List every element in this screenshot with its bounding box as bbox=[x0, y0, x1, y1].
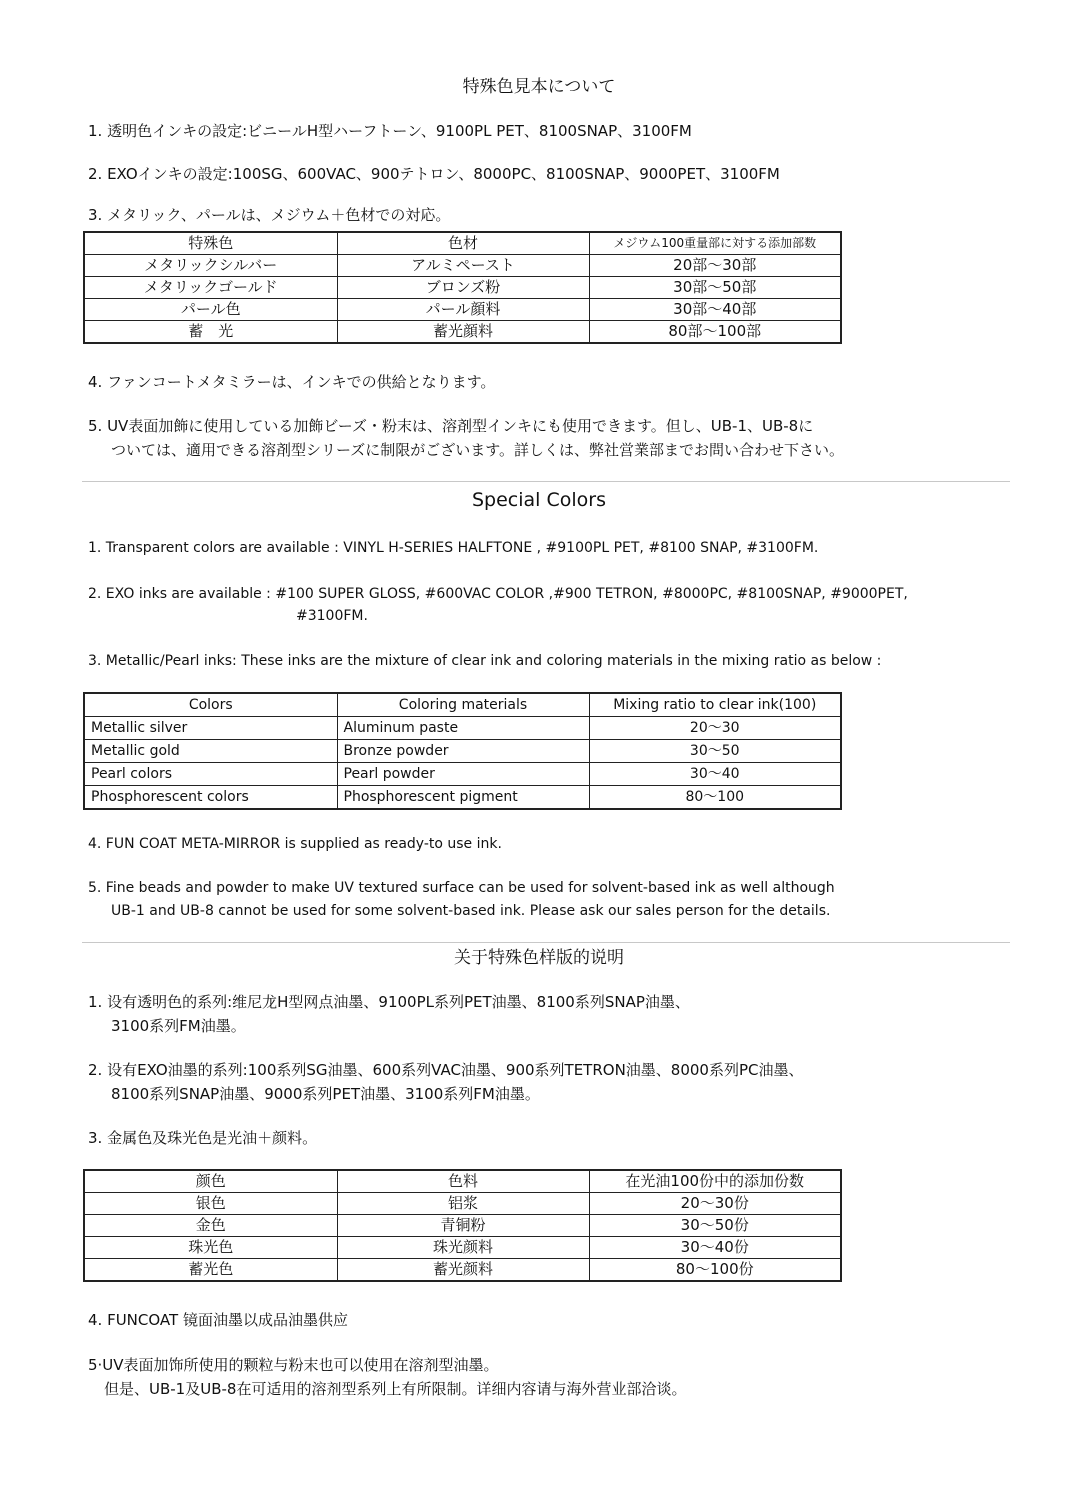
table-cell: 80～100份 bbox=[589, 1259, 841, 1282]
jp-item-4: 4. ファンコートメタミラーは、インキでの供給となります。 bbox=[88, 373, 496, 391]
cn-item-1-line-1: 1. 设有透明色的系列:维尼龙H型网点油墨、9100PL系列PET油墨、8100系列SNAP油墨、 bbox=[88, 993, 690, 1011]
en-item-1: 1. Transparent colors are available : VINYL H-SERIES HALFTONE , #9100PL PET, #8100 SNAP, #3100FM. bbox=[88, 540, 819, 556]
table-cell: 30部～40部 bbox=[589, 299, 841, 321]
table-cell: Phosphorescent pigment bbox=[337, 786, 589, 810]
table-cell: Pearl powder bbox=[337, 763, 589, 786]
table-header-row bbox=[84, 232, 841, 255]
en-mixing-table bbox=[83, 692, 842, 810]
table-cell: メタリックゴールド bbox=[84, 277, 337, 299]
jp-title: 特殊色見本について bbox=[462, 77, 616, 97]
jp-item-1: 1. 透明色インキの設定:ビニールH型ハーフトーン、9100PL PET、8100SNAP、3100FM bbox=[88, 122, 692, 140]
table-row bbox=[84, 1237, 841, 1259]
table-row bbox=[84, 740, 841, 763]
table-cell: パール色 bbox=[84, 299, 337, 321]
table-cell: 30部～50部 bbox=[589, 277, 841, 299]
table-cell: Phosphorescent colors bbox=[84, 786, 337, 810]
cn-item-5-line-2: 但是、UB-1及UB-8在可适用的溶剂型系列上有所限制。详细内容请与海外营业部洽谈。 bbox=[104, 1380, 687, 1398]
table-cell: 银色 bbox=[84, 1193, 337, 1215]
jp-item-5-line-2: ついては、適用できる溶剤型シリーズに制限がございます。詳しくは、弊社営業部までお問い合わせ下さい。 bbox=[111, 441, 845, 459]
table-cell: 珠光颜料 bbox=[337, 1237, 589, 1259]
table-cell: 30～50份 bbox=[589, 1215, 841, 1237]
table-header-cell: 色材 bbox=[337, 232, 589, 255]
table-cell: 20～30份 bbox=[589, 1193, 841, 1215]
cn-item-4: 4. FUNCOAT 镜面油墨以成品油墨供应 bbox=[88, 1311, 348, 1329]
table-row bbox=[84, 277, 841, 299]
table-cell: Bronze powder bbox=[337, 740, 589, 763]
en-item-2-line-1: 2. EXO inks are available : #100 SUPER GLOSS, #600VAC COLOR ,#900 TETRON, #8000PC, #8100SNAP, #9000PET, bbox=[88, 586, 908, 602]
section-divider bbox=[82, 481, 1010, 482]
table-cell: 20～30 bbox=[589, 717, 841, 740]
table-cell: 80～100 bbox=[589, 786, 841, 810]
table-header-row bbox=[84, 1170, 841, 1193]
cn-item-3: 3. 金属色及珠光色是光油＋颜料。 bbox=[88, 1129, 318, 1147]
table-cell: Metallic gold bbox=[84, 740, 337, 763]
cn-item-1-line-2: 3100系列FM油墨。 bbox=[111, 1017, 246, 1035]
table-header-row bbox=[84, 693, 841, 717]
table-cell: 30～50 bbox=[589, 740, 841, 763]
table-header-cell: Mixing ratio to clear ink(100) bbox=[589, 693, 841, 717]
table-row bbox=[84, 717, 841, 740]
table-cell: 铝浆 bbox=[337, 1193, 589, 1215]
cn-item-2-line-1: 2. 设有EXO油墨的系列:100系列SG油墨、600系列VAC油墨、900系列TETRON油墨、8000系列PC油墨、 bbox=[88, 1061, 804, 1079]
en-title: Special Colors bbox=[471, 489, 606, 511]
table-cell: Pearl colors bbox=[84, 763, 337, 786]
table-cell: アルミペースト bbox=[337, 255, 589, 277]
table-cell: パール顔料 bbox=[337, 299, 589, 321]
cn-item-2-line-2: 8100系列SNAP油墨、9000系列PET油墨、3100系列FM油墨。 bbox=[111, 1085, 540, 1103]
cn-title: 关于特殊色样版的说明 bbox=[454, 948, 624, 968]
table-cell: 80部～100部 bbox=[589, 321, 841, 344]
table-cell: 20部～30部 bbox=[589, 255, 841, 277]
en-item-5-line-2: UB-1 and UB-8 cannot be used for some solvent-based ink. Please ask our sales person for the details. bbox=[111, 903, 831, 919]
jp-mixing-table bbox=[83, 231, 842, 344]
cn-item-5-line-1: 5·UV表面加饰所使用的颗粒与粉末也可以使用在溶剂型油墨。 bbox=[88, 1356, 499, 1374]
table-row bbox=[84, 321, 841, 344]
en-item-5-line-1: 5. Fine beads and powder to make UV textured surface can be used for solvent-based ink as well although bbox=[88, 880, 835, 896]
en-item-4: 4. FUN COAT META-MIRROR is supplied as ready-to use ink. bbox=[88, 836, 502, 852]
table-row bbox=[84, 1193, 841, 1215]
jp-item-2: 2. EXOインキの設定:100SG、600VAC、900テトロン、8000PC、8100SNAP、9000PET、3100FM bbox=[88, 165, 780, 183]
table-cell: Metallic silver bbox=[84, 717, 337, 740]
table-cell: 30～40份 bbox=[589, 1237, 841, 1259]
table-header-cell: 色料 bbox=[337, 1170, 589, 1193]
table-header-cell: Colors bbox=[84, 693, 337, 717]
table-header-cell: Coloring materials bbox=[337, 693, 589, 717]
table-cell: 青铜粉 bbox=[337, 1215, 589, 1237]
table-cell: 蓄光色 bbox=[84, 1259, 337, 1282]
table-cell: Aluminum paste bbox=[337, 717, 589, 740]
table-row bbox=[84, 1259, 841, 1282]
table-cell: ブロンズ粉 bbox=[337, 277, 589, 299]
table-cell: 30～40 bbox=[589, 763, 841, 786]
section-divider bbox=[82, 942, 1010, 943]
table-header-cell: 颜色 bbox=[84, 1170, 337, 1193]
table-row bbox=[84, 299, 841, 321]
jp-item-3: 3. メタリック、パールは、メジウム＋色材での対応。 bbox=[88, 206, 451, 224]
table-row bbox=[84, 255, 841, 277]
en-item-3: 3. Metallic/Pearl inks: These inks are the mixture of clear ink and coloring materials in the mixing ratio as below : bbox=[88, 653, 882, 669]
cn-mixing-table bbox=[83, 1169, 842, 1282]
table-cell: 珠光色 bbox=[84, 1237, 337, 1259]
table-row bbox=[84, 786, 841, 810]
table-header-cell: 在光油100份中的添加份数 bbox=[589, 1170, 841, 1193]
table-cell: メタリックシルバー bbox=[84, 255, 337, 277]
jp-item-5-line-1: 5. UV表面加飾に使用している加飾ビーズ・粉末は、溶剤型インキにも使用できます。但し、UB-1、UB-8に bbox=[88, 417, 814, 435]
table-cell: 蓄光颜料 bbox=[337, 1259, 589, 1282]
table-row bbox=[84, 763, 841, 786]
table-row bbox=[84, 1215, 841, 1237]
table-header-cell: メジウム100重量部に対する添加部数 bbox=[589, 232, 841, 255]
table-cell: 蓄 光 bbox=[84, 321, 337, 344]
table-header-cell: 特殊色 bbox=[84, 232, 337, 255]
en-item-2-line-2: #3100FM. bbox=[296, 608, 368, 624]
table-cell: 金色 bbox=[84, 1215, 337, 1237]
table-cell: 蓄光顔料 bbox=[337, 321, 589, 344]
